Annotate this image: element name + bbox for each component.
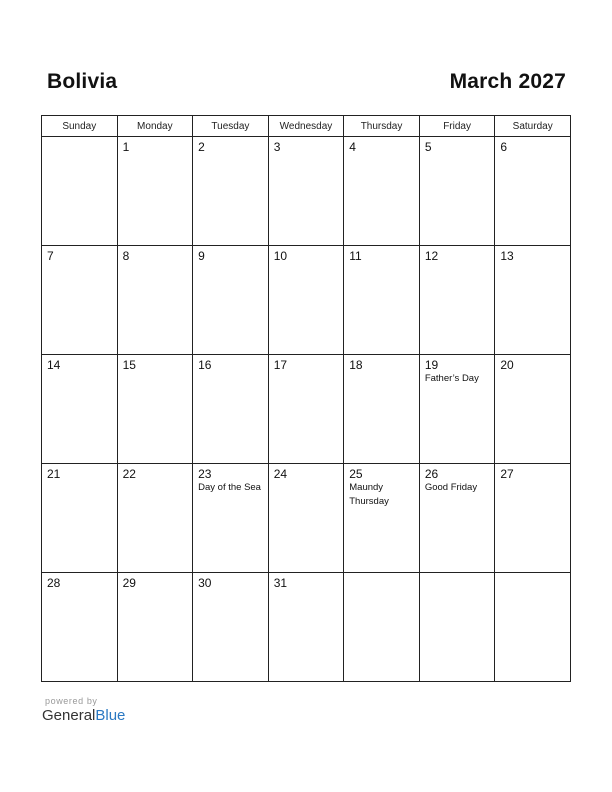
week-row-4 <box>42 464 571 573</box>
day-cell <box>419 355 495 464</box>
day-number: 20 <box>500 358 514 372</box>
day-cell <box>419 464 495 573</box>
day-cell <box>495 137 571 246</box>
month-title: March 2027 <box>449 70 566 93</box>
day-cell <box>193 246 269 355</box>
day-number: 31 <box>273 576 288 590</box>
day-number: 3 <box>273 140 281 154</box>
day-number: 23 <box>198 467 212 481</box>
day-cell <box>268 464 344 573</box>
week-row-2 <box>42 246 571 355</box>
day-number: 13 <box>500 249 514 263</box>
weekday-header-row <box>42 116 571 137</box>
day-cell <box>42 137 118 246</box>
day-cell <box>117 464 193 573</box>
holiday-label: Day of the Sea <box>198 482 261 493</box>
day-cell <box>344 246 420 355</box>
country-title: Bolivia <box>47 70 118 93</box>
day-number: 28 <box>47 576 61 590</box>
day-number: 18 <box>349 358 363 372</box>
day-cell <box>193 464 269 573</box>
day-cell <box>495 355 571 464</box>
generalblue-logo[interactable] <box>42 707 125 724</box>
day-number: 6 <box>500 140 508 154</box>
day-number: 22 <box>122 467 136 481</box>
day-number: 30 <box>198 576 212 590</box>
weekday-friday: Friday <box>419 116 495 137</box>
day-number: 12 <box>424 249 439 263</box>
day-cell <box>268 355 344 464</box>
day-cell <box>193 355 269 464</box>
day-cell <box>344 355 420 464</box>
day-cell <box>344 573 420 682</box>
weekday-sunday: Sunday <box>42 116 118 137</box>
day-cell <box>117 246 193 355</box>
day-cell <box>344 464 420 573</box>
day-cell <box>268 573 344 682</box>
day-cell <box>117 355 193 464</box>
day-number: 16 <box>198 358 212 372</box>
day-cell <box>344 137 420 246</box>
day-cell <box>268 246 344 355</box>
week-row-1 <box>42 137 571 246</box>
day-number: 4 <box>349 140 356 154</box>
brand-text-general: General <box>42 707 96 724</box>
day-number: 19 <box>424 358 439 372</box>
day-cell <box>419 246 495 355</box>
day-cell <box>193 573 269 682</box>
footer-branding <box>42 696 125 724</box>
day-cell <box>495 246 571 355</box>
day-cell <box>42 246 118 355</box>
day-cell <box>117 137 193 246</box>
day-number: 8 <box>122 249 130 263</box>
day-number: 29 <box>122 576 136 590</box>
day-number: 17 <box>273 358 288 372</box>
day-number: 14 <box>47 358 61 372</box>
day-number: 2 <box>198 140 205 154</box>
day-cell <box>117 573 193 682</box>
day-number: 27 <box>500 467 514 481</box>
day-number: 24 <box>273 467 288 481</box>
day-number: 15 <box>122 358 136 372</box>
day-cell <box>419 137 495 246</box>
day-cell <box>495 464 571 573</box>
weekday-monday: Monday <box>117 116 193 137</box>
day-number: 7 <box>47 249 54 263</box>
brand-text-blue: Blue <box>95 707 126 724</box>
day-number: 11 <box>349 249 362 263</box>
weekday-saturday: Saturday <box>495 116 571 137</box>
day-cell <box>419 573 495 682</box>
weekday-tuesday: Tuesday <box>193 116 269 137</box>
day-cell <box>193 137 269 246</box>
holiday-label: Father’s Day <box>424 373 479 384</box>
day-number: 25 <box>349 467 363 481</box>
powered-by-text: powered by <box>45 696 98 706</box>
day-number: 1 <box>122 140 130 154</box>
day-number: 9 <box>198 249 205 263</box>
day-cell <box>42 464 118 573</box>
day-number: 5 <box>424 140 432 154</box>
day-cell <box>42 355 118 464</box>
day-cell <box>495 573 571 682</box>
weekday-wednesday: Wednesday <box>268 116 344 137</box>
week-row-5 <box>42 573 571 682</box>
holiday-label: Good Friday <box>424 482 478 493</box>
holiday-label: Maundy Thursday <box>349 482 389 507</box>
day-number: 21 <box>47 467 61 481</box>
day-number: 26 <box>424 467 439 481</box>
day-number: 10 <box>273 249 288 263</box>
day-cell <box>268 137 344 246</box>
week-row-3 <box>42 355 571 464</box>
calendar-grid <box>41 115 571 682</box>
day-cell <box>42 573 118 682</box>
weekday-thursday: Thursday <box>344 116 420 137</box>
